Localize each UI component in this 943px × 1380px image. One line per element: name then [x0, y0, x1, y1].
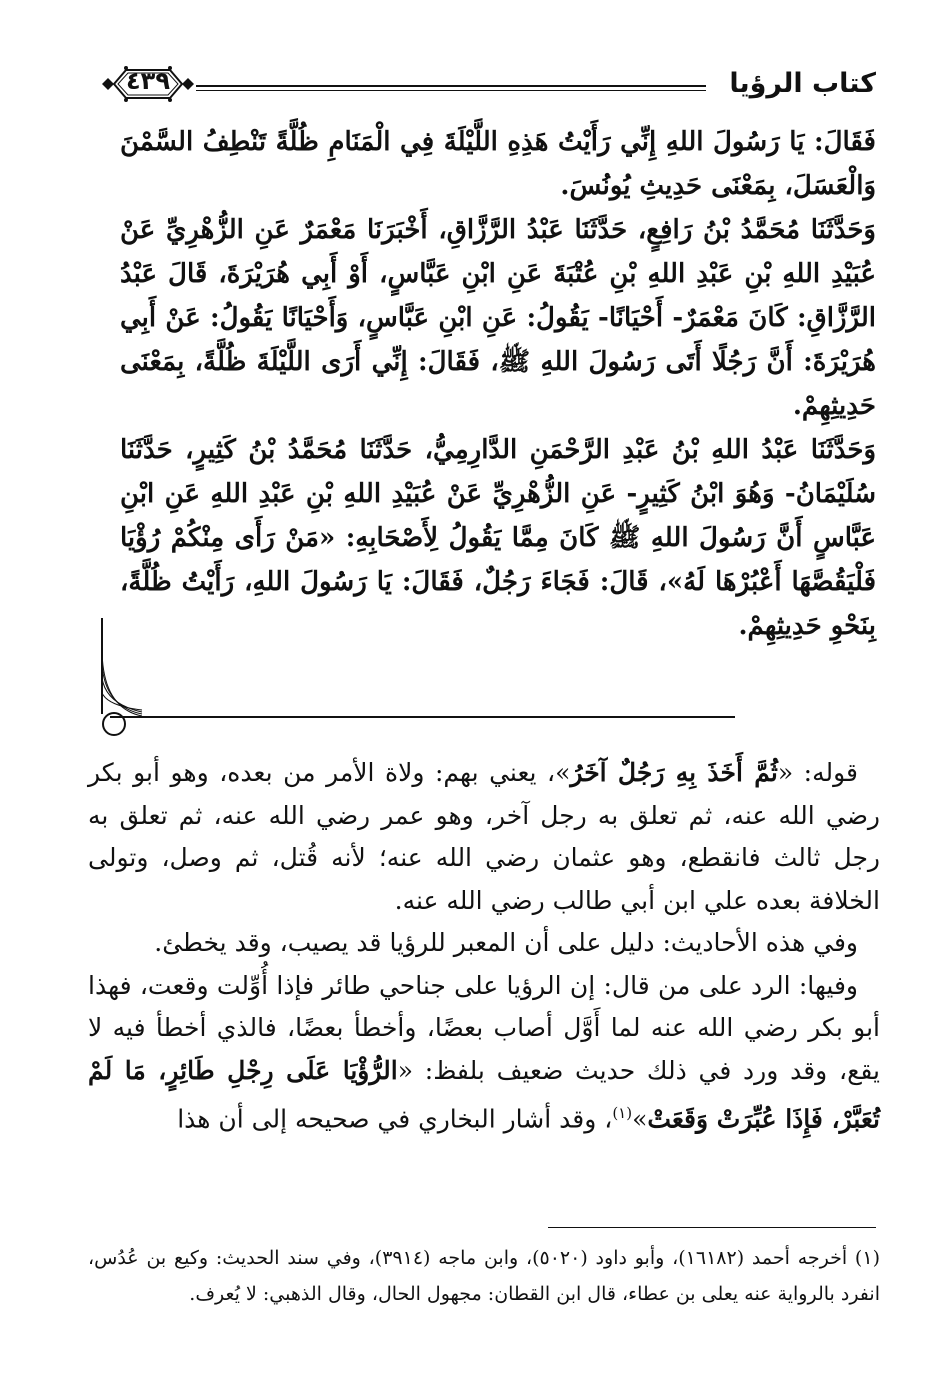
header-rule	[196, 85, 706, 91]
text-run: ، وقد أشار البخاري في صحيحه إلى أن هذا	[177, 1104, 613, 1134]
text-run: »، يعني بهم: ولاة الأمر من بعده، وهو أبو بكر رضي الله عنه، ثم تعلق به رجل آخر، وهو عمر رضي الله عنه، ثم تعلق به رجل ثالث فانقطع، وهو عثمان رضي الله عنه؛ لأنه قُتل، ثم وصل، وتولى الخلافة بعده علي ابن أبي طالب رضي الله عنه.	[88, 758, 880, 915]
footnote-text: (١) أخرجه أحمد (١٦١٨٢)، وأبو داود (٥٠٢٠)، وابن ماجه (٣٩١٤)، وفي سند الحديث: وكيع بن عُدُس، انفرد بالرواية عنه يعلى بن عطاء، قال ابن القطان: مجهول الحال، وقال الذهبي: لا يُعرف.	[88, 1247, 880, 1305]
hadith-paragraph: وَحَدَّثَنَا عَبْدُ اللهِ بْنُ عَبْدِ الرَّحْمَنِ الدَّارِمِيُّ، حَدَّثَنَا مُحَمَّدُ بْنُ كَثِيرٍ، حَدَّثَنَا سُلَيْمَانُ- وَهُوَ ابْنُ كَثِيرٍ- عَنِ الزُّهْرِيِّ عَنْ عُبَيْدِ اللهِ بْنِ عَبْدِ اللهِ عَنِ ابْنِ عَبَّاسٍ أَنَّ رَسُولَ اللهِ ﷺ كَانَ مِمَّا يَقُولُ لِأَصْحَابِهِ: «مَنْ رَأَى مِنْكُمْ رُؤْيَا فَلْيَقُصَّهَا أَعْبُرْهَا لَهُ»، قَالَ: فَجَاءَ رَجُلٌ، فَقَالَ: يَا رَسُولَ اللهِ، رَأَيْتُ ظُلَّةً، بِنَحْوِ حَدِيثِهِمْ.	[120, 435, 876, 641]
hadith-text	[120, 120, 876, 648]
hadith-paragraph: وَحَدَّثَنَا مُحَمَّدُ بْنُ رَافِعٍ، حَدَّثَنَا عَبْدُ الرَّزَّاقِ، أَخْبَرَنَا مَعْمَرٌ عَنِ الزُّهْرِيِّ عَنْ عُبَيْدِ اللهِ بْنِ عَبْدِ اللهِ بْنِ عُتْبَةَ عَنِ ابْنِ عَبَّاسٍ، أَوْ أَبِي هُرَيْرَةَ، قَالَ عَبْدُ الرَّزَّاقِ: كَانَ مَعْمَرٌ- أَحْيَانًا- يَقُولُ: عَنِ ابْنِ عَبَّاسٍ، وَأَحْيَانًا يَقُولُ: عَنْ أَبِي هُرَيْرَةَ: أَنَّ رَجُلًا أَتَى رَسُولَ اللهِ ﷺ، فَقَالَ: إِنِّي أَرَى اللَّيْلَةَ ظُلَّةً، بِمَعْنَى حَدِيثِهِمْ.	[120, 215, 876, 421]
commentary-paragraph	[88, 752, 880, 922]
quoted-phrase: ثُمَّ أَخَذَ بِهِ رَجُلٌ آخَرُ	[570, 758, 778, 787]
text-run: »	[632, 1104, 648, 1134]
text-run: وفيها: الرد على من قال: إن الرؤيا على جناحي طائر فإذا أُوِّلت وقعت، فهذا أبو بكر رضي الله عنه لما أَوَّل أصاب بعضًا، وأخطأ بعضًا، فالذي أخطأ فيه لا يقع، وقد ورد في ذلك حديث ضعيف بلفظ: «	[88, 970, 880, 1085]
section-divider	[110, 716, 735, 718]
commentary-paragraph	[88, 965, 880, 1141]
footnote-divider	[548, 1227, 876, 1228]
quoted-hadith: الرُّؤْيَا عَلَى رِجْلِ طَائِرٍ، مَا لَمْ تُعَبَّرْ، فَإِذَا عُبِّرَتْ وَقَعَتْ	[88, 1055, 880, 1134]
text-run: قوله: «	[777, 758, 858, 787]
commentary-paragraph: وفي هذه الأحاديث: دليل على أن المعبر للرؤيا قد يصيب، وقد يخطئ.	[154, 928, 858, 957]
page-number-frame	[100, 60, 196, 108]
corner-ornament-icon	[96, 618, 144, 738]
footnote-marker: (١)	[612, 1104, 633, 1122]
corner-ornament	[96, 618, 144, 738]
commentary-text	[88, 752, 880, 1141]
page-number: ٤٣٩	[126, 67, 170, 95]
hadith-paragraph: فَقَالَ: يَا رَسُولَ اللهِ إِنِّي رَأَيْتُ هَذِهِ اللَّيْلَةَ فِي الْمَنَامِ ظُلَّةً تَنْطِفُ السَّمْنَ وَالْعَسَلَ، بِمَعْنَى حَدِيثِ يُونُسَ.	[120, 127, 876, 201]
book-title: كتاب الرؤيا	[729, 68, 876, 99]
page-header	[100, 58, 876, 108]
footnote	[88, 1240, 880, 1312]
